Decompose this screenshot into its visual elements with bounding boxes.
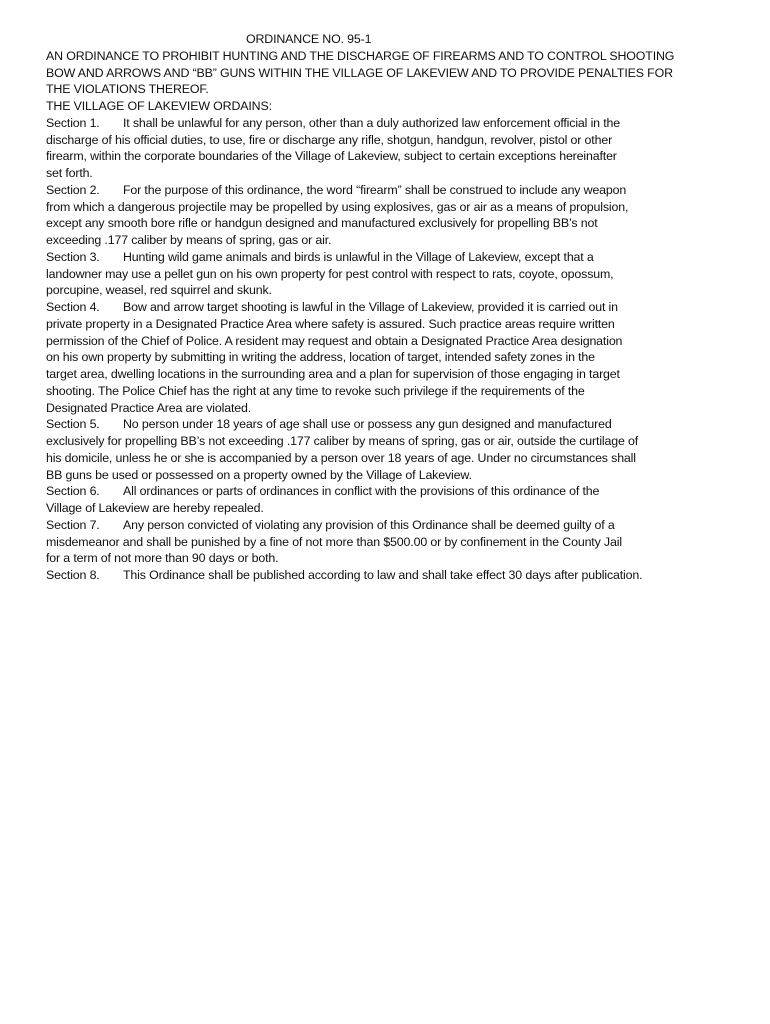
section-text: All ordinances or parts of ordinances in conflict with the provisions of this ordinance of the — [123, 484, 600, 499]
section-first-line — [46, 517, 736, 534]
section-label: Section 4. — [46, 300, 100, 314]
section-text: set forth. — [46, 166, 93, 180]
section-text: landowner may use a pellet gun on his own property for pest control with respect to rats, coyote, opossum, — [46, 266, 614, 281]
section-first-line — [46, 299, 736, 316]
section-3 — [46, 249, 736, 299]
section-text: Village of Lakeview are hereby repealed. — [46, 501, 264, 515]
section-text: private property in a Designated Practice Area where safety is assured. Such practice areas require written — [46, 316, 615, 331]
section-text: shooting. The Police Chief has the right at any time to revoke such privilege if the requirements of the — [46, 383, 585, 398]
section-label: Section 2. — [46, 182, 100, 197]
section-text: misdemeanor and shall be punished by a fine of not more than $500.00 or by confinement in the County Jail — [46, 534, 622, 549]
section-4 — [46, 299, 736, 416]
ordains-line: THE VILLAGE OF LAKEVIEW ORDAINS: — [46, 99, 272, 113]
section-text: target area, dwelling locations in the surrounding area and a plan for supervision of those engaging in target — [46, 367, 620, 381]
ordinance-heading — [46, 48, 736, 98]
section-first-line — [46, 115, 736, 132]
section-first-line — [46, 567, 736, 584]
section-text: on his own property by submitting in writing the address, location of target, intended safety zones in the — [46, 350, 595, 365]
section-label: Section 6. — [46, 484, 100, 499]
section-text: No person under 18 years of age shall use or possess any gun designed and manufactured — [123, 417, 612, 432]
section-text: for a term of not more than 90 days or both. — [46, 551, 279, 566]
section-text: his domicile, unless he or she is accompanied by a person over 18 years of age. Under no circumstances shall — [46, 450, 636, 465]
section-first-line — [46, 483, 736, 500]
sections — [46, 115, 736, 584]
section-text: Bow and arrow target shooting is lawful in the Village of Lakeview, provided it is carried out in — [123, 300, 618, 314]
section-5 — [46, 416, 736, 483]
section-first-line — [46, 249, 736, 266]
section-text: This Ordinance shall be published according to law and shall take effect 30 days after publication. — [123, 568, 643, 582]
section-text: For the purpose of this ordinance, the word “firearm” shall be construed to include any weapon — [123, 182, 627, 197]
section-text: BB guns be used or possessed on a property owned by the Village of Lakeview. — [46, 467, 472, 482]
section-first-line — [46, 182, 736, 199]
section-6 — [46, 483, 736, 517]
section-label: Section 5. — [46, 417, 100, 432]
section-text: exclusively for propelling BB’s not exceeding .177 caliber by means of spring, gas or air, outside the curtilage of — [46, 434, 639, 448]
section-1 — [46, 115, 736, 182]
section-label: Section 7. — [46, 517, 100, 532]
section-7 — [46, 517, 736, 567]
section-first-line — [46, 416, 736, 433]
section-text: firearm, within the corporate boundaries of the Village of Lakeview, subject to certain exceptions hereinafter — [46, 149, 617, 164]
section-text: Designated Practice Area are violated. — [46, 400, 252, 415]
section-label: Section 3. — [46, 249, 100, 264]
section-text: except any smooth bore rifle or handgun designed and manufactured exclusively for propelling BB’s not — [46, 216, 598, 231]
section-8 — [46, 567, 736, 584]
heading-line: THE VIOLATIONS THEREOF. — [46, 82, 209, 97]
section-label: Section 1. — [46, 115, 100, 130]
section-text: exceeding .177 caliber by means of spring, gas or air. — [46, 233, 332, 247]
section-text: It shall be unlawful for any person, other than a duly authorized law enforcement official in the — [123, 115, 620, 130]
document-page — [46, 31, 736, 584]
heading-line: AN ORDINANCE TO PROHIBIT HUNTING AND THE DISCHARGE OF FIREARMS AND TO CONTROL SHOOTING — [46, 48, 675, 63]
section-label: Section 8. — [46, 568, 100, 582]
section-text: Hunting wild game animals and birds is unlawful in the Village of Lakeview, except that a — [123, 249, 594, 264]
section-text: discharge of his official duties, to use, fire or discharge any rifle, shotgun, handgun, revolver, pistol or other — [46, 132, 613, 147]
ordinance-title: ORDINANCE NO. 95-1 — [246, 32, 372, 46]
section-text: permission of the Chief of Police. A resident may request and obtain a Designated Practice Area designation — [46, 333, 623, 348]
section-2 — [46, 182, 736, 249]
section-text: porcupine, weasel, red squirrel and skunk. — [46, 283, 272, 298]
heading-line: BOW AND ARROWS AND “BB” GUNS WITHIN THE VILLAGE OF LAKEVIEW AND TO PROVIDE PENALTIES FOR — [46, 65, 673, 80]
section-text: from which a dangerous projectile may be propelled by using explosives, gas or air as a means of propulsion, — [46, 199, 629, 214]
section-text: Any person convicted of violating any provision of this Ordinance shall be deemed guilty of a — [123, 517, 615, 532]
